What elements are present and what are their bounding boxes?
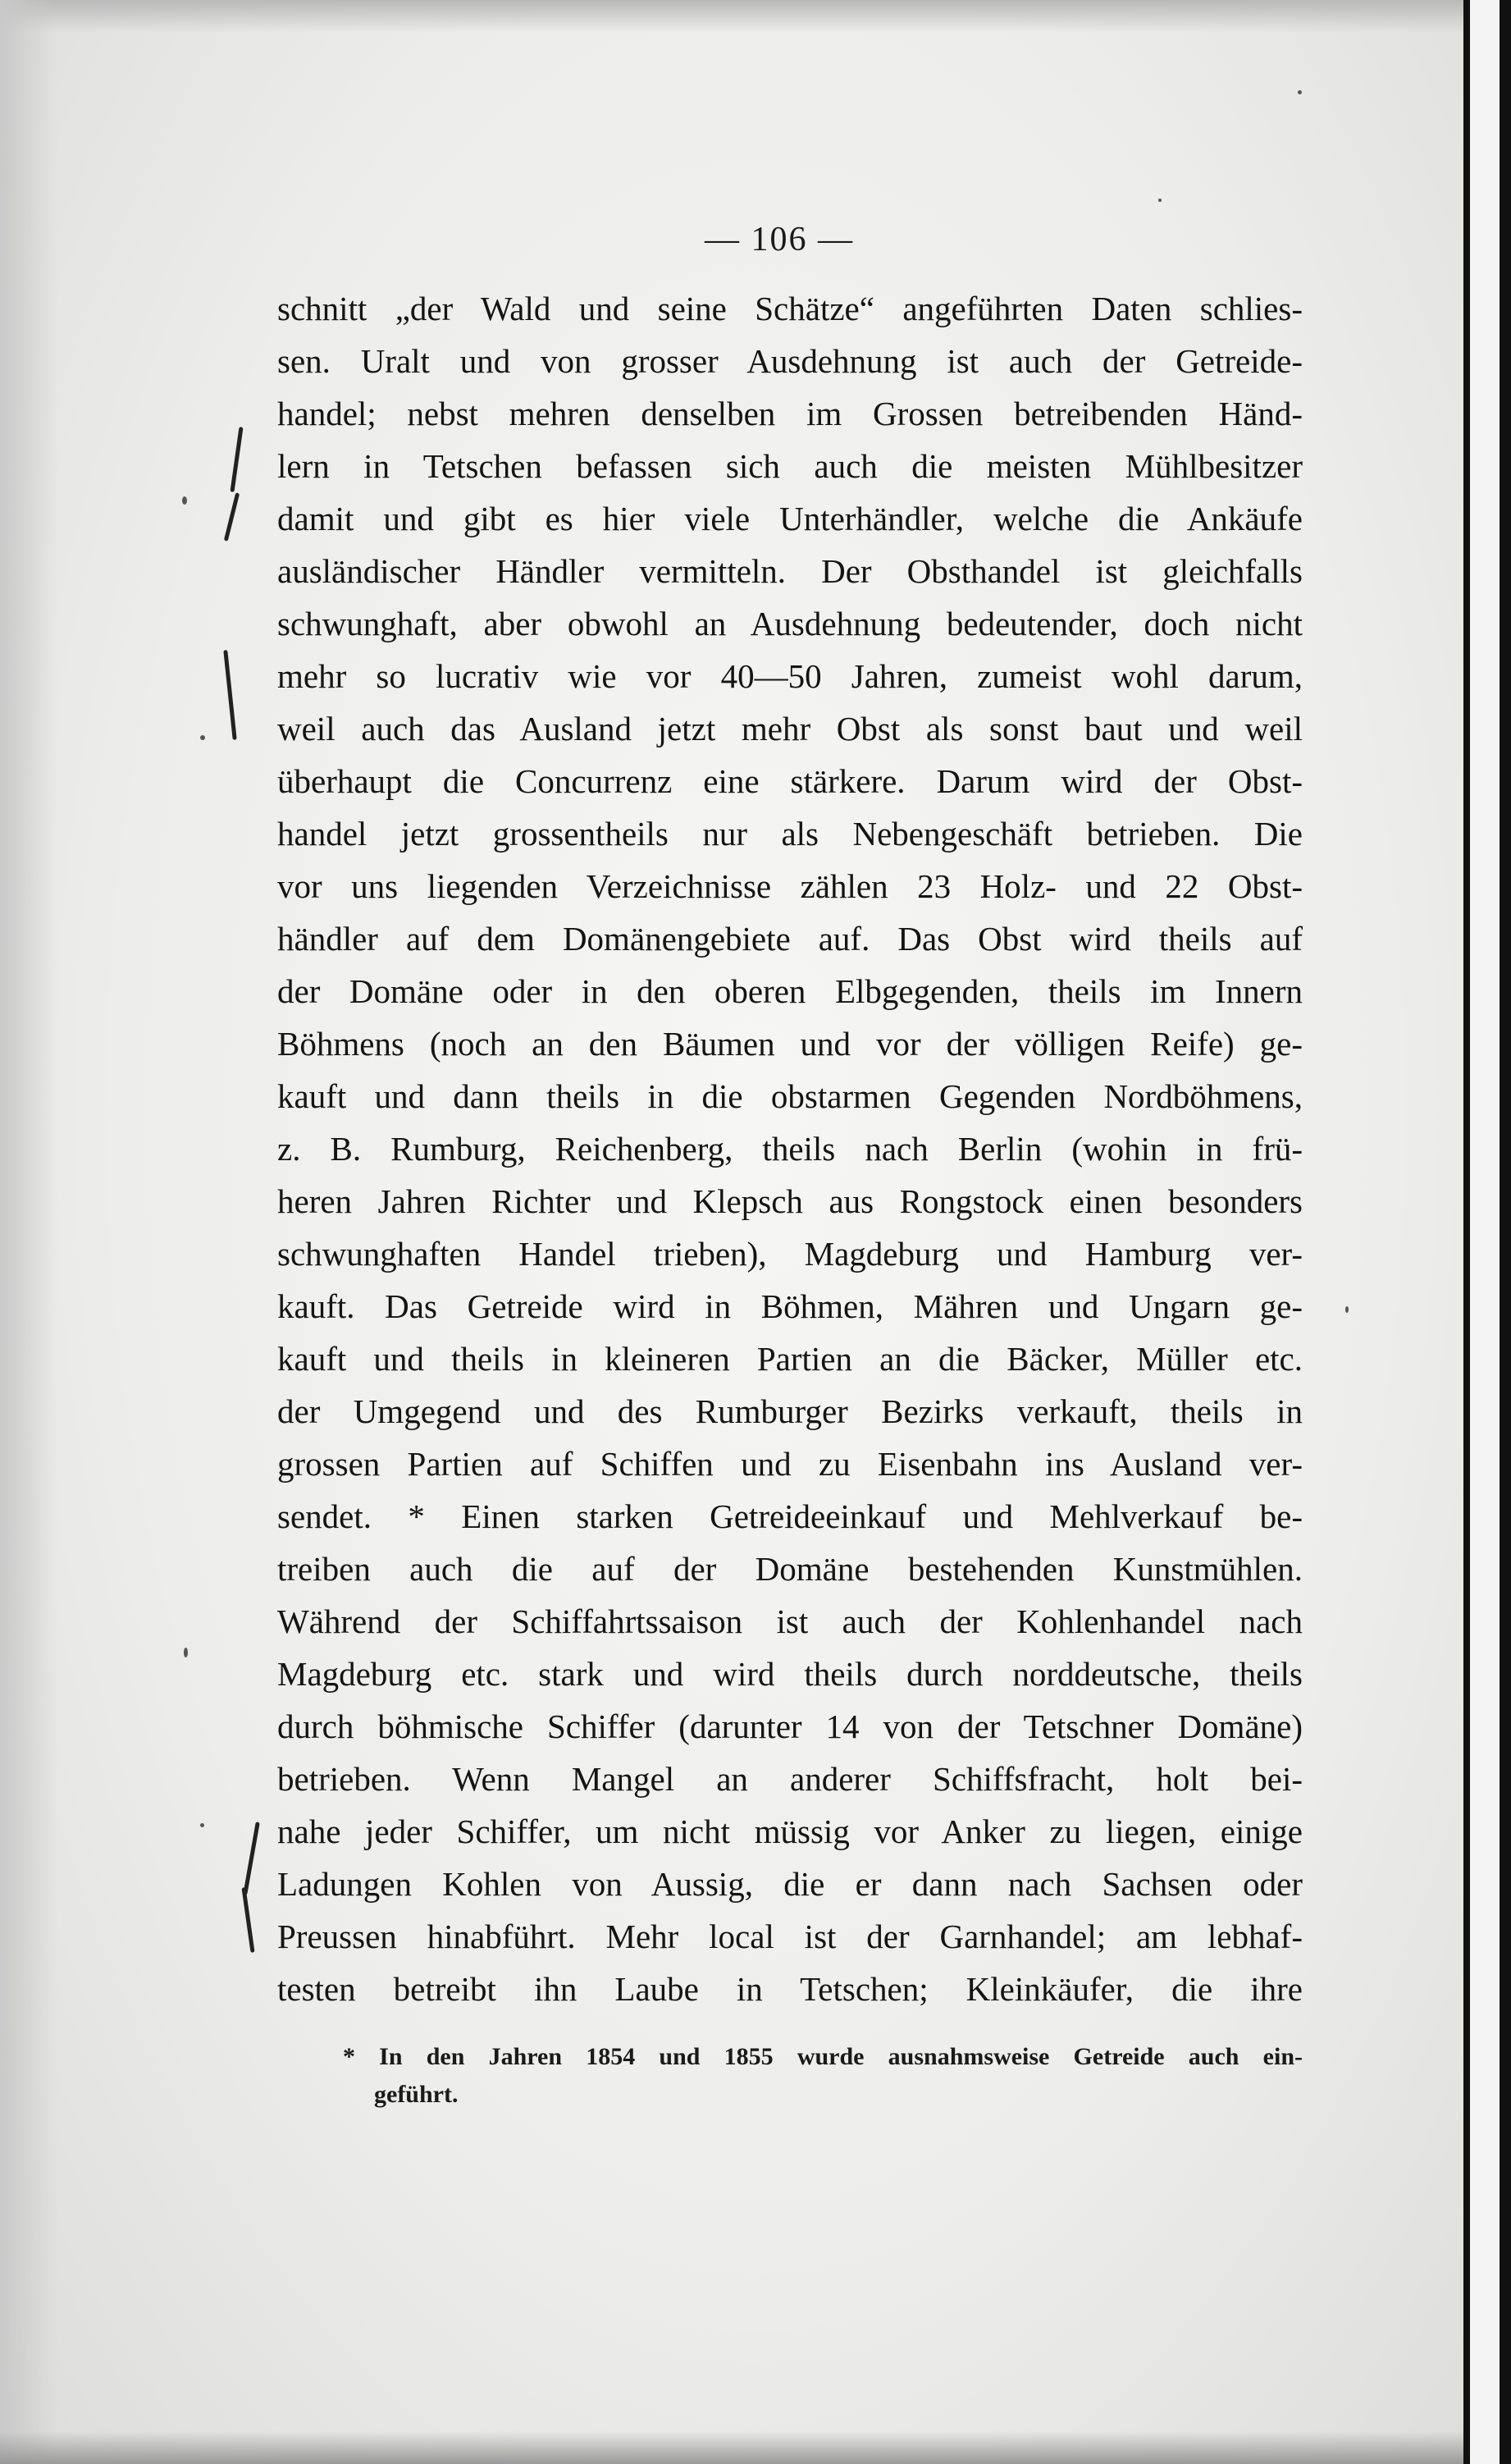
text-line: heren Jahren Richter und Klepsch aus Rongstock einen besonders: [277, 1182, 1303, 1220]
text-line: schnitt „der Wald und seine Schätze“ angeführten Daten schlies-: [277, 290, 1303, 327]
text-line: durch böhmische Schiffer (darunter 14 von der Tetschner Domäne): [277, 1707, 1303, 1745]
text-line: Böhmens (noch an den Bäumen und vor der völligen Reife) ge-: [277, 1025, 1303, 1063]
text-line: Ladungen Kohlen von Aussig, die er dann nach Sachsen oder: [277, 1865, 1303, 1903]
text-line: betrieben. Wenn Mangel an anderer Schiffsfracht, holt bei-: [277, 1760, 1303, 1798]
scan-speck: [1158, 199, 1162, 202]
text-line: schwunghaften Handel trieben), Magdeburg und Hamburg ver-: [277, 1235, 1303, 1273]
page-number: — 106 —: [705, 221, 854, 258]
text-line: vor uns liegenden Verzeichnisse zählen 23 Holz- und 22 Obst-: [277, 867, 1303, 905]
text-line: lern in Tetschen befassen sich auch die meisten Mühlbesitzer: [277, 447, 1303, 485]
scan-speck: [200, 735, 205, 740]
text-line: der Umgegend und des Rumburger Bezirks verkauft, theils in: [277, 1392, 1303, 1430]
page-top-shadow: [0, 0, 1511, 33]
text-line: der Domäne oder in den oberen Elbgegenden, theils im Innern: [277, 972, 1303, 1010]
margin-pencil-mark: [243, 1822, 260, 1895]
scan-speck: [184, 1648, 188, 1657]
text-line: sen. Uralt und von grosser Ausdehnung ist auch der Getreide-: [277, 342, 1303, 380]
scan-speck: [1298, 90, 1302, 94]
text-line: kauft und theils in kleineren Partien an die Bäcker, Müller etc.: [277, 1340, 1303, 1378]
margin-pencil-mark: [224, 492, 240, 541]
text-line: überhaupt die Concurrenz eine stärkere. Darum wird der Obst-: [277, 762, 1303, 800]
footnote-line: * In den Jahren 1854 und 1855 wurde ausnahmsweise Getreide auch ein-: [343, 2043, 1303, 2070]
margin-pencil-mark: [223, 650, 236, 740]
text-line: grossen Partien auf Schiffen und zu Eisenbahn ins Ausland ver-: [277, 1445, 1303, 1483]
text-line: Magdeburg etc. stark und wird theils durch norddeutsche, theils: [277, 1655, 1303, 1693]
scan-speck: [182, 496, 187, 505]
text-line: kauft und dann theils in die obstarmen Gegenden Nordböhmens,: [277, 1077, 1303, 1115]
body-text: [277, 282, 1303, 2015]
text-line: handel jetzt grossentheils nur als Nebengeschäft betrieben. Die: [277, 815, 1303, 853]
text-line: Preussen hinabführt. Mehr local ist der Garnhandel; am lebhaf-: [277, 1918, 1303, 1955]
page-left-shadow: [0, 0, 57, 2464]
text-line: mehr so lucrativ wie vor 40—50 Jahren, zumeist wohl darum,: [277, 657, 1303, 695]
text-line: nahe jeder Schiffer, um nicht müssig vor Anker zu liegen, einige: [277, 1813, 1303, 1850]
scan-speck: [1345, 1306, 1349, 1313]
text-line: kauft. Das Getreide wird in Böhmen, Mähren und Ungarn ge-: [277, 1287, 1303, 1325]
text-line: handel; nebst mehren denselben im Grossen betreibenden Händ-: [277, 395, 1303, 432]
text-line: sendet. * Einen starken Getreideeinkauf und Mehlverkauf be-: [277, 1497, 1303, 1535]
text-line: schwunghaft, aber obwohl an Ausdehnung bedeutender, doch nicht: [277, 605, 1303, 642]
text-line: weil auch das Ausland jetzt mehr Obst als sonst baut und weil: [277, 710, 1303, 747]
page-bottom-shadow: [0, 2431, 1511, 2464]
margin-pencil-mark: [241, 1887, 254, 1953]
text-line: händler auf dem Domänengebiete auf. Das Obst wird theils auf: [277, 920, 1303, 958]
page-right-edge: [1463, 0, 1511, 2464]
text-line: Während der Schiffahrtssaison ist auch der Kohlenhandel nach: [277, 1602, 1303, 1640]
text-line: testen betreibt ihn Laube in Tetschen; Kleinkäufer, die ihre: [277, 1970, 1303, 2008]
footnote: [343, 2038, 1303, 2114]
margin-pencil-mark: [230, 427, 243, 492]
scan-speck: [200, 1823, 204, 1827]
text-line: damit und gibt es hier viele Unterhändler, welche die Ankäufe: [277, 500, 1303, 537]
text-line: treiben auch die auf der Domäne bestehenden Kunstmühlen.: [277, 1550, 1303, 1588]
text-line: ausländischer Händler vermitteln. Der Obsthandel ist gleichfalls: [277, 552, 1303, 590]
text-line: z. B. Rumburg, Reichenberg, theils nach Berlin (wohin in frü-: [277, 1130, 1303, 1168]
footnote-line: geführt.: [374, 2081, 459, 2108]
